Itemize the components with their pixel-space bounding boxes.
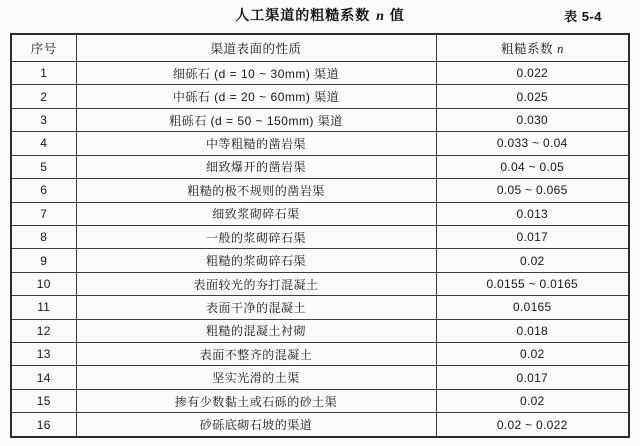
table-header-row — [11, 34, 629, 62]
table-row — [11, 413, 629, 437]
roughness-coefficient-table — [10, 33, 630, 438]
table-row — [11, 202, 629, 225]
coefficient-value-cell: 0.0155 ~ 0.0165 — [436, 272, 629, 295]
title-variable-n: n — [376, 9, 384, 24]
serial-number-cell: 5 — [11, 155, 76, 178]
header-roughness-coefficient — [436, 34, 629, 62]
serial-number-cell: 7 — [11, 202, 76, 225]
coefficient-value-cell: 0.02 — [436, 249, 629, 272]
title-text: 人工渠道的粗糙系数 — [235, 7, 376, 23]
header-serial-number: 序号 — [11, 34, 76, 62]
surface-description-cell: 粗糙的混凝土衬砌 — [76, 319, 436, 342]
table-number-label: 表 5-4 — [564, 9, 602, 24]
serial-number-cell: 13 — [11, 343, 76, 366]
surface-description-cell: 粗糙的浆砌碎石渠 — [76, 249, 436, 272]
table-row — [11, 108, 629, 131]
coefficient-value-cell: 0.02 — [436, 343, 629, 366]
serial-number-cell: 14 — [11, 366, 76, 389]
serial-number-cell: 9 — [11, 249, 76, 272]
table-row — [11, 62, 629, 85]
coefficient-value-cell: 0.05 ~ 0.065 — [436, 179, 629, 202]
surface-description-cell: 一般的浆砌碎石渠 — [76, 225, 436, 248]
table-row — [11, 343, 629, 366]
surface-description-cell: 表面较光的夯打混凝土 — [76, 272, 436, 295]
surface-description-cell: 掺有少数黏土或石砾的砂土渠 — [76, 389, 436, 412]
surface-description-cell: 砂砾底砌石坡的渠道 — [76, 413, 436, 437]
surface-description-cell: 细致浆砌碎石渠 — [76, 202, 436, 225]
coefficient-value-cell: 0.02 — [436, 389, 629, 412]
serial-number-cell: 4 — [11, 132, 76, 155]
table-row — [11, 225, 629, 248]
surface-description-cell: 细砾石 (d = 10 ~ 30mm) 渠道 — [76, 62, 436, 85]
surface-description-cell: 中砾石 (d = 20 ~ 60mm) 渠道 — [76, 85, 436, 108]
table-row — [11, 85, 629, 108]
coefficient-value-cell: 0.0165 — [436, 296, 629, 319]
serial-number-cell: 15 — [11, 389, 76, 412]
header-roughness-variable-n: n — [557, 42, 564, 56]
coefficient-value-cell: 0.033 ~ 0.04 — [436, 132, 629, 155]
serial-number-cell: 3 — [11, 108, 76, 131]
table-row — [11, 296, 629, 319]
serial-number-cell: 1 — [11, 62, 76, 85]
surface-description-cell: 坚实光滑的土渠 — [76, 366, 436, 389]
surface-description-cell: 表面干净的混凝土 — [76, 296, 436, 319]
coefficient-value-cell: 0.02 ~ 0.022 — [436, 413, 629, 437]
serial-number-cell: 8 — [11, 225, 76, 248]
page-title — [0, 5, 640, 25]
coefficient-value-cell: 0.013 — [436, 202, 629, 225]
surface-description-cell: 中等粗糙的凿岩渠 — [76, 132, 436, 155]
surface-description-cell: 表面不整齐的混凝土 — [76, 343, 436, 366]
header-roughness-text: 粗糙系数 — [501, 42, 558, 56]
table-row — [11, 272, 629, 295]
serial-number-cell: 11 — [11, 296, 76, 319]
coefficient-value-cell: 0.04 ~ 0.05 — [436, 155, 629, 178]
table-row — [11, 366, 629, 389]
serial-number-cell: 6 — [11, 179, 76, 202]
table-row — [11, 179, 629, 202]
coefficient-value-cell: 0.022 — [436, 62, 629, 85]
title-suffix: 值 — [384, 7, 405, 23]
table-row — [11, 319, 629, 342]
coefficient-value-cell: 0.017 — [436, 366, 629, 389]
coefficient-value-cell: 0.030 — [436, 108, 629, 131]
table-row — [11, 389, 629, 412]
surface-description-cell: 粗糙的极不规则的凿岩渠 — [76, 179, 436, 202]
coefficient-value-cell: 0.025 — [436, 85, 629, 108]
table-body — [11, 62, 629, 438]
coefficient-value-cell: 0.018 — [436, 319, 629, 342]
table-row — [11, 249, 629, 272]
table-row — [11, 155, 629, 178]
serial-number-cell: 12 — [11, 319, 76, 342]
serial-number-cell: 16 — [11, 413, 76, 437]
surface-description-cell: 细致爆开的凿岩渠 — [76, 155, 436, 178]
coefficient-value-cell: 0.017 — [436, 225, 629, 248]
serial-number-cell: 10 — [11, 272, 76, 295]
header-surface-nature: 渠道表面的性质 — [76, 34, 436, 62]
serial-number-cell: 2 — [11, 85, 76, 108]
surface-description-cell: 粗砾石 (d = 50 ~ 150mm) 渠道 — [76, 108, 436, 131]
table-row — [11, 132, 629, 155]
